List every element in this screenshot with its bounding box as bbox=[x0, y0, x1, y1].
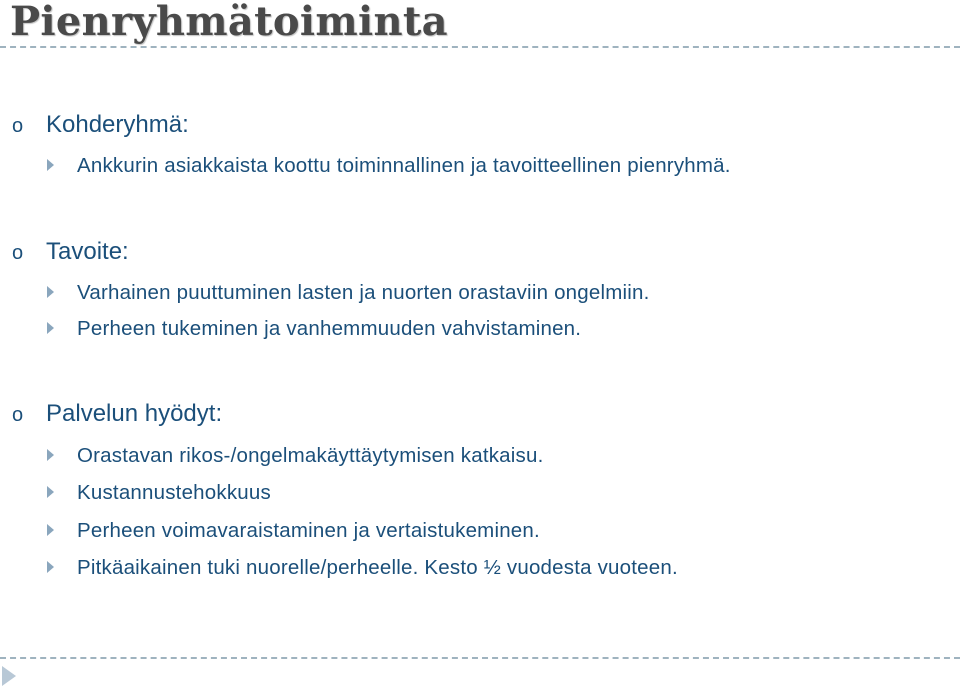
circle-bullet-icon: o bbox=[12, 404, 24, 426]
list-item-text: Orastavan rikos-/ongelmakäyttäytymisen katkaisu. bbox=[77, 444, 544, 467]
circle-bullet-icon: o bbox=[12, 115, 24, 137]
slide-title: Pienryhmätoiminta bbox=[10, 0, 448, 45]
triangle-arrow-icon bbox=[47, 524, 54, 536]
triangle-arrow-icon bbox=[47, 286, 54, 298]
list-item bbox=[0, 480, 960, 506]
triangle-arrow-icon bbox=[47, 561, 54, 573]
list-item bbox=[0, 555, 960, 581]
section-heading-text: Kohderyhmä: bbox=[46, 111, 189, 138]
list-item bbox=[0, 316, 960, 342]
list-item-text: Ankkurin asiakkaista koottu toiminnallinen ja tavoitteellinen pienryhmä. bbox=[77, 154, 731, 177]
list-item-text: Perheen tukeminen ja vanhemmuuden vahvistaminen. bbox=[77, 317, 582, 340]
bottom-divider bbox=[0, 657, 960, 659]
section-heading bbox=[0, 111, 960, 141]
section-heading-text: Tavoite: bbox=[46, 238, 129, 265]
section-heading-text: Palvelun hyödyt: bbox=[46, 400, 223, 427]
list-item bbox=[0, 518, 960, 544]
top-divider bbox=[0, 46, 960, 48]
list-item-text: Pitkäaikainen tuki nuorelle/perheelle. Kesto ½ vuodesta vuoteen. bbox=[77, 556, 678, 579]
circle-bullet-icon: o bbox=[12, 242, 24, 264]
list-item bbox=[0, 443, 960, 469]
list-item-text: Kustannustehokkuus bbox=[77, 481, 271, 504]
triangle-arrow-icon bbox=[47, 159, 54, 171]
list-item bbox=[0, 280, 960, 306]
list-item-text: Varhainen puuttuminen lasten ja nuorten orastaviin ongelmiin. bbox=[77, 281, 650, 304]
list-item bbox=[0, 153, 960, 179]
corner-triangle-icon bbox=[2, 666, 16, 686]
section-heading bbox=[0, 400, 960, 430]
triangle-arrow-icon bbox=[47, 322, 54, 334]
list-item-text: Perheen voimavaraistaminen ja vertaistukeminen. bbox=[77, 519, 540, 542]
triangle-arrow-icon bbox=[47, 486, 54, 498]
section-heading bbox=[0, 238, 960, 268]
triangle-arrow-icon bbox=[47, 449, 54, 461]
